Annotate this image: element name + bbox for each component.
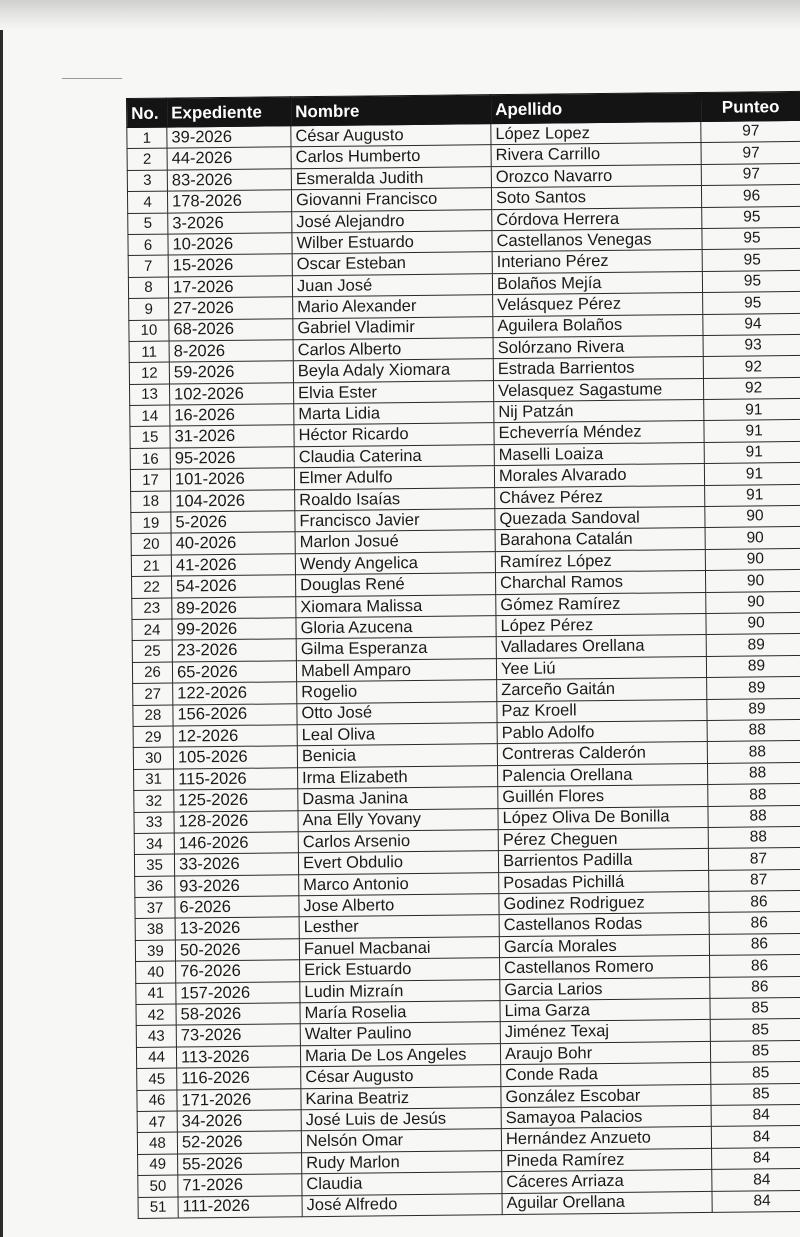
cell-no: 24: [132, 619, 172, 641]
cell-punteo: 85: [710, 1040, 800, 1062]
cell-expediente: 33-2026: [174, 853, 298, 876]
cell-expediente: 15-2026: [168, 254, 292, 277]
cell-nombre: Jose Alberto: [299, 894, 499, 917]
cell-apellido: Bolaños Mejía: [492, 271, 702, 295]
cell-no: 31: [134, 769, 174, 791]
scanned-paper-top-edge: [0, 0, 800, 30]
cell-no: 6: [128, 234, 168, 256]
cell-nombre: Leal Oliva: [297, 723, 497, 746]
cell-expediente: 17-2026: [168, 276, 292, 299]
cell-no: 9: [129, 298, 169, 320]
cell-expediente: 95-2026: [170, 447, 294, 470]
cell-apellido: Gómez Ramírez: [496, 592, 706, 616]
cell-expediente: 55-2026: [178, 1152, 302, 1175]
cell-expediente: 13-2026: [175, 917, 299, 940]
cell-apellido: Lima Garza: [500, 998, 710, 1022]
cell-no: 51: [138, 1197, 178, 1219]
cell-punteo: 86: [710, 976, 800, 998]
cell-apellido: Araujo Bohr: [500, 1041, 710, 1065]
cell-no: 10: [129, 320, 169, 342]
cell-apellido: Contreras Calderón: [497, 742, 707, 766]
cell-apellido: Barrientos Padilla: [498, 849, 708, 873]
cell-expediente: 101-2026: [170, 468, 294, 491]
cell-nombre: Ana Elly Yovany: [298, 808, 498, 831]
cell-expediente: 40-2026: [171, 532, 295, 555]
cell-apellido: Samayoa Palacios: [501, 1105, 711, 1129]
cell-apellido: Rivera Carrillo: [491, 143, 701, 167]
cell-punteo: 85: [710, 1019, 800, 1041]
cell-expediente: 105-2026: [173, 746, 297, 769]
cell-nombre: José Luis de Jesús: [301, 1108, 501, 1131]
cell-punteo: 85: [710, 997, 800, 1019]
cell-expediente: 16-2026: [170, 404, 294, 427]
cell-no: 41: [136, 983, 176, 1005]
cell-punteo: 92: [703, 356, 800, 378]
cell-expediente: 52-2026: [177, 1131, 301, 1154]
cell-no: 26: [132, 662, 172, 684]
cell-punteo: 86: [709, 890, 800, 912]
cell-expediente: 59-2026: [169, 361, 293, 384]
cell-punteo: 87: [708, 848, 800, 870]
header-punteo: Punteo: [700, 91, 800, 121]
cell-punteo: 95: [702, 270, 800, 292]
cell-no: 34: [134, 833, 174, 855]
cell-no: 8: [128, 277, 168, 299]
cell-apellido: Pablo Adolfo: [497, 720, 707, 744]
cell-apellido: Solórzano Rivera: [493, 335, 703, 359]
cell-nombre: Evert Obdulio: [298, 851, 498, 874]
cell-apellido: Conde Rada: [501, 1063, 711, 1087]
cell-punteo: 91: [704, 463, 800, 485]
cell-expediente: 27-2026: [169, 297, 293, 320]
cell-no: 12: [129, 362, 169, 384]
header-nombre: Nombre: [290, 95, 490, 126]
cell-nombre: Giovanni Francisco: [291, 188, 491, 211]
cell-no: 20: [131, 533, 171, 555]
cell-punteo: 88: [708, 805, 800, 827]
cell-apellido: López Oliva De Bonilla: [498, 806, 708, 830]
cell-nombre: Xiomara Malissa: [296, 594, 496, 617]
cell-no: 21: [131, 555, 171, 577]
cell-apellido: Charchal Ramos: [495, 571, 705, 595]
cell-apellido: Guillén Flores: [498, 785, 708, 809]
cell-expediente: 83-2026: [167, 169, 291, 192]
cell-nombre: Mabell Amparo: [296, 658, 496, 681]
cell-punteo: 86: [709, 933, 800, 955]
cell-punteo: 90: [705, 527, 800, 549]
cell-nombre: Nelsón Omar: [301, 1129, 501, 1152]
cell-no: 22: [132, 576, 172, 598]
cell-expediente: 157-2026: [176, 981, 300, 1004]
cell-nombre: Claudia: [302, 1172, 502, 1195]
cell-no: 17: [130, 469, 170, 491]
cell-nombre: Lesther: [299, 915, 499, 938]
cell-nombre: Irma Elizabeth: [298, 765, 498, 788]
cell-nombre: María Roselia: [300, 1001, 500, 1024]
cell-no: 49: [138, 1154, 178, 1176]
cell-punteo: 95: [703, 292, 800, 314]
cell-punteo: 87: [709, 869, 800, 891]
cell-expediente: 115-2026: [174, 767, 298, 790]
cell-nombre: José Alfredo: [302, 1193, 502, 1216]
cell-nombre: Walter Paulino: [300, 1022, 500, 1045]
table-body: [127, 120, 800, 1218]
cell-nombre: Douglas René: [296, 573, 496, 596]
cell-apellido: Morales Alvarado: [494, 464, 704, 488]
cell-apellido: Estrada Barrientos: [493, 357, 703, 381]
cell-punteo: 95: [702, 227, 800, 249]
cell-expediente: 50-2026: [175, 939, 299, 962]
cell-no: 50: [138, 1175, 178, 1197]
cell-expediente: 76-2026: [176, 960, 300, 983]
cell-apellido: Maselli Loaiza: [494, 442, 704, 466]
cell-apellido: Castellanos Venegas: [492, 228, 702, 252]
cell-nombre: Rudy Marlon: [302, 1150, 502, 1173]
cell-punteo: 88: [707, 719, 800, 741]
pen-mark: [62, 78, 122, 79]
scanned-paper-left-edge: [0, 30, 3, 1237]
cell-nombre: Otto José: [297, 701, 497, 724]
cell-expediente: 122-2026: [173, 682, 297, 705]
cell-apellido: Quezada Sandoval: [495, 506, 705, 530]
cell-no: 4: [127, 191, 167, 213]
cell-no: 15: [130, 427, 170, 449]
cell-apellido: Paz Kroell: [497, 699, 707, 723]
cell-apellido: Echeverría Méndez: [494, 421, 704, 445]
cell-expediente: 73-2026: [176, 1024, 300, 1047]
cell-punteo: 91: [704, 398, 800, 420]
cell-punteo: 95: [702, 206, 800, 228]
header-apellido: Apellido: [490, 92, 700, 123]
cell-expediente: 31-2026: [170, 425, 294, 448]
cell-apellido: Posadas Pichillá: [499, 870, 709, 894]
cell-no: 13: [129, 384, 169, 406]
header-no: No.: [127, 98, 167, 127]
cell-apellido: López Pérez: [496, 613, 706, 637]
cell-expediente: 116-2026: [177, 1067, 301, 1090]
cell-no: 30: [133, 747, 173, 769]
cell-nombre: César Augusto: [301, 1065, 501, 1088]
cell-expediente: 10-2026: [168, 233, 292, 256]
cell-nombre: Gloria Azucena: [296, 616, 496, 639]
cell-punteo: 91: [704, 420, 800, 442]
cell-expediente: 8-2026: [169, 340, 293, 363]
cell-punteo: 92: [703, 377, 800, 399]
cell-nombre: Ludin Mizraín: [300, 979, 500, 1002]
cell-punteo: 89: [707, 698, 800, 720]
cell-expediente: 171-2026: [177, 1088, 301, 1111]
cell-no: 1: [127, 127, 167, 149]
cell-no: 48: [137, 1132, 177, 1154]
cell-expediente: 58-2026: [176, 1003, 300, 1026]
cell-no: 14: [130, 405, 170, 427]
cell-punteo: 91: [704, 441, 800, 463]
cell-apellido: Yee Liú: [496, 656, 706, 680]
cell-nombre: Carlos Alberto: [293, 338, 493, 361]
cell-nombre: Mario Alexander: [293, 295, 493, 318]
cell-expediente: 3-2026: [168, 211, 292, 234]
cell-punteo: 91: [705, 484, 800, 506]
cell-expediente: 54-2026: [172, 575, 296, 598]
cell-nombre: Erick Estuardo: [300, 958, 500, 981]
cell-punteo: 97: [701, 120, 800, 142]
cell-nombre: Elmer Adulfo: [294, 466, 494, 489]
cell-expediente: 146-2026: [174, 832, 298, 855]
cell-punteo: 88: [707, 762, 800, 784]
cell-nombre: Francisco Javier: [295, 509, 495, 532]
cell-apellido: Cáceres Arriaza: [502, 1170, 712, 1194]
cell-nombre: Marco Antonio: [299, 872, 499, 895]
cell-expediente: 41-2026: [171, 554, 295, 577]
cell-no: 27: [133, 683, 173, 705]
cell-punteo: 88: [708, 826, 800, 848]
cell-nombre: Dasma Janina: [298, 787, 498, 810]
cell-apellido: Garcia Larios: [500, 977, 710, 1001]
cell-nombre: Elvia Ester: [293, 380, 493, 403]
cell-apellido: López Lopez: [491, 121, 701, 145]
cell-nombre: Benicia: [297, 744, 497, 767]
cell-no: 11: [129, 341, 169, 363]
cell-expediente: 156-2026: [173, 703, 297, 726]
cell-apellido: Nij Patzán: [494, 400, 704, 424]
header-expediente: Expediente: [167, 97, 291, 127]
cell-nombre: Héctor Ricardo: [294, 423, 494, 446]
cell-nombre: César Augusto: [291, 124, 491, 147]
cell-expediente: 178-2026: [167, 190, 291, 213]
cell-expediente: 71-2026: [178, 1174, 302, 1197]
cell-expediente: 128-2026: [174, 810, 298, 833]
cell-expediente: 5-2026: [171, 511, 295, 534]
cell-punteo: 89: [706, 634, 800, 656]
cell-apellido: Orozco Navarro: [491, 164, 701, 188]
cell-expediente: 125-2026: [174, 789, 298, 812]
cell-expediente: 23-2026: [172, 639, 296, 662]
cell-no: 44: [136, 1047, 176, 1069]
cell-expediente: 102-2026: [169, 382, 293, 405]
cell-nombre: Marta Lidia: [294, 402, 494, 425]
cell-punteo: 85: [711, 1083, 800, 1105]
cell-punteo: 86: [710, 955, 800, 977]
cell-nombre: Carlos Humberto: [291, 145, 491, 168]
cell-punteo: 90: [705, 548, 800, 570]
cell-expediente: 12-2026: [173, 725, 297, 748]
cell-punteo: 90: [706, 612, 800, 634]
cell-no: 19: [131, 512, 171, 534]
cell-expediente: 111-2026: [178, 1195, 302, 1218]
cell-expediente: 99-2026: [172, 618, 296, 641]
cell-nombre: Wendy Angelica: [295, 551, 495, 574]
cell-nombre: Karina Beatriz: [301, 1086, 501, 1109]
cell-punteo: 85: [711, 1062, 800, 1084]
cell-expediente: 104-2026: [171, 489, 295, 512]
cell-no: 32: [134, 790, 174, 812]
cell-apellido: Castellanos Rodas: [499, 913, 709, 937]
cell-punteo: 89: [707, 677, 800, 699]
cell-no: 47: [137, 1111, 177, 1133]
cell-nombre: Claudia Caterina: [294, 445, 494, 468]
cell-apellido: Palencia Orellana: [498, 763, 708, 787]
cell-punteo: 88: [707, 741, 800, 763]
cell-apellido: Aguilera Bolaños: [493, 314, 703, 338]
cell-nombre: Gabriel Vladimir: [293, 316, 493, 339]
cell-punteo: 84: [712, 1147, 800, 1169]
cell-nombre: José Alejandro: [292, 209, 492, 232]
cell-no: 39: [135, 940, 175, 962]
cell-punteo: 97: [701, 163, 800, 185]
cell-nombre: Roaldo Isaías: [295, 487, 495, 510]
cell-punteo: 97: [701, 142, 800, 164]
cell-nombre: Carlos Arsenio: [298, 830, 498, 853]
cell-nombre: Fanuel Macbanai: [299, 936, 499, 959]
cell-no: 33: [134, 812, 174, 834]
cell-punteo: 88: [708, 784, 800, 806]
cell-apellido: Pineda Ramírez: [502, 1148, 712, 1172]
cell-apellido: Chávez Pérez: [495, 485, 705, 509]
cell-nombre: Marlon Josué: [295, 530, 495, 553]
cell-expediente: 65-2026: [172, 661, 296, 684]
cell-expediente: 68-2026: [169, 318, 293, 341]
cell-apellido: Hernández Anzueto: [501, 1127, 711, 1151]
cell-punteo: 86: [709, 912, 800, 934]
cell-no: 29: [133, 726, 173, 748]
cell-expediente: 6-2026: [175, 896, 299, 919]
cell-expediente: 113-2026: [176, 1046, 300, 1069]
cell-nombre: Gilma Esperanza: [296, 637, 496, 660]
cell-punteo: 90: [706, 591, 800, 613]
cell-no: 28: [133, 705, 173, 727]
cell-nombre: Oscar Esteban: [292, 252, 492, 275]
cell-no: 2: [127, 148, 167, 170]
cell-punteo: 90: [705, 570, 800, 592]
cell-apellido: García Morales: [499, 934, 709, 958]
cell-punteo: 94: [703, 313, 800, 335]
cell-apellido: Castellanos Romero: [500, 956, 710, 980]
cell-no: 3: [127, 170, 167, 192]
cell-apellido: Godinez Rodriguez: [499, 892, 709, 916]
results-table: [126, 91, 800, 1219]
cell-no: 42: [136, 1004, 176, 1026]
cell-punteo: 84: [711, 1104, 800, 1126]
cell-no: 5: [128, 213, 168, 235]
cell-punteo: 84: [712, 1169, 800, 1191]
cell-no: 7: [128, 255, 168, 277]
cell-no: 36: [135, 876, 175, 898]
cell-no: 40: [136, 961, 176, 983]
cell-nombre: Juan José: [292, 273, 492, 296]
cell-punteo: 90: [705, 505, 800, 527]
cell-punteo: 95: [702, 249, 800, 271]
cell-apellido: Zarceño Gaitán: [497, 678, 707, 702]
cell-expediente: 93-2026: [175, 874, 299, 897]
cell-no: 16: [130, 448, 170, 470]
cell-nombre: Wilber Estuardo: [292, 231, 492, 254]
cell-no: 45: [137, 1068, 177, 1090]
cell-expediente: 39-2026: [167, 126, 291, 149]
results-table-wrapper: [126, 91, 800, 1219]
cell-apellido: Jiménez Texaj: [500, 1020, 710, 1044]
cell-nombre: Beyla Adaly Xiomara: [293, 359, 493, 382]
cell-no: 38: [135, 918, 175, 940]
cell-no: 25: [132, 640, 172, 662]
cell-punteo: 93: [703, 334, 800, 356]
cell-no: 46: [137, 1090, 177, 1112]
cell-apellido: Velasquez Sagastume: [493, 378, 703, 402]
cell-nombre: Rogelio: [297, 680, 497, 703]
cell-apellido: Pérez Cheguen: [498, 827, 708, 851]
cell-apellido: Soto Santos: [491, 186, 701, 210]
cell-punteo: 89: [706, 655, 800, 677]
cell-apellido: Córdova Herrera: [492, 207, 702, 231]
cell-expediente: 44-2026: [167, 147, 291, 170]
cell-no: 23: [132, 598, 172, 620]
cell-apellido: Valladares Orellana: [496, 635, 706, 659]
cell-apellido: Velásquez Pérez: [493, 293, 703, 317]
cell-no: 37: [135, 897, 175, 919]
cell-nombre: Maria De Los Angeles: [300, 1043, 500, 1066]
cell-apellido: González Escobar: [501, 1084, 711, 1108]
cell-nombre: Esmeralda Judith: [291, 166, 491, 189]
cell-expediente: 89-2026: [172, 596, 296, 619]
cell-no: 35: [134, 854, 174, 876]
cell-no: 43: [136, 1025, 176, 1047]
cell-no: 18: [131, 491, 171, 513]
cell-expediente: 34-2026: [177, 1110, 301, 1133]
cell-apellido: Aguilar Orellana: [502, 1191, 712, 1215]
cell-apellido: Ramírez López: [495, 549, 705, 573]
cell-punteo: 96: [701, 185, 800, 207]
cell-punteo: 84: [711, 1126, 800, 1148]
cell-punteo: 84: [712, 1190, 800, 1212]
cell-apellido: Barahona Catalán: [495, 528, 705, 552]
cell-apellido: Interiano Pérez: [492, 250, 702, 274]
